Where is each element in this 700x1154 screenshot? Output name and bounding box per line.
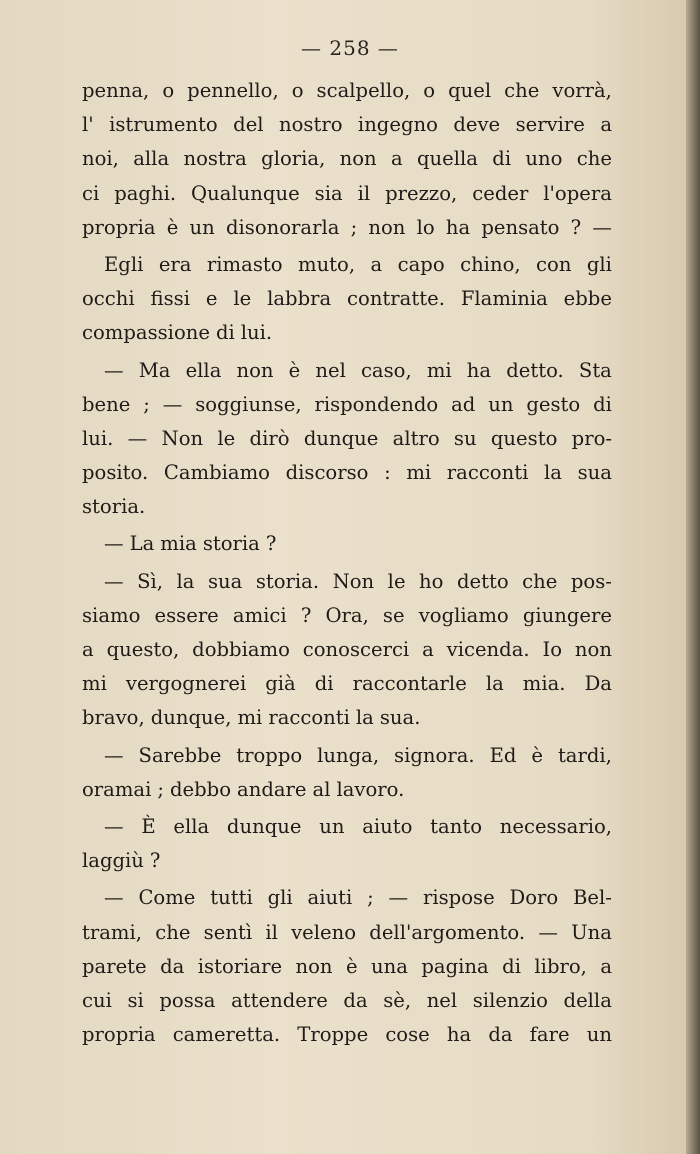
text-line: a questo, dobbiamo conoscerci a vicenda. Io non xyxy=(82,638,612,661)
text-line: oramai ; debbo andare al lavoro. xyxy=(82,777,405,801)
text-line: propria cameretta. Troppe cose ha da fare un xyxy=(82,1023,612,1047)
text-line: mi vergognerei già di raccontarle la mia. Da xyxy=(82,672,612,696)
text-line: storia. xyxy=(82,495,146,519)
text-line: bravo, dunque, mi racconti la sua. xyxy=(82,706,421,730)
text-line: laggiù ? xyxy=(82,849,161,873)
text-line: siamo essere amici ? Ora, se vogliamo giungere xyxy=(82,603,612,627)
text-line: penna, o pennello, o scalpello, o quel che vorrà, xyxy=(82,79,612,102)
text-line: propria è un disonorarla ; non lo ha pensato ? — xyxy=(82,215,612,239)
text-line: noi, alla nostra gloria, non a quella di uno che xyxy=(82,147,612,171)
text-line: — È ella dunque un aiuto tanto necessario, xyxy=(104,814,612,838)
page-number: — 258 — xyxy=(301,36,399,60)
text-line: lui. — Non le dirò dunque altro su questo pro- xyxy=(82,426,612,450)
text-line: bene ; — soggiunse, rispondendo ad un gesto di xyxy=(82,392,612,416)
text-line: cui si possa attendere da sè, nel silenzio della xyxy=(82,988,612,1012)
text-line: Egli era rimasto muto, a capo chino, con gli xyxy=(104,252,612,276)
body-text xyxy=(82,74,612,1052)
text-line: parete da istoriare non è una pagina di libro, a xyxy=(82,954,612,978)
page-edge xyxy=(686,0,700,1154)
text-line: — Sì, la sua storia. Non le ho detto che pos- xyxy=(104,569,612,593)
text-line: posito. Cambiamo discorso : mi racconti la sua xyxy=(82,461,612,485)
text-line: l' istrumento del nostro ingegno deve servire a xyxy=(82,113,612,137)
text-line: ci paghi. Qualunque sia il prezzo, ceder l'opera xyxy=(82,181,612,205)
text-line: — Come tutti gli aiuti ; — rispose Doro Bel- xyxy=(104,886,612,910)
text-line: — La mia storia ? xyxy=(104,532,277,556)
text-line: compassione di lui. xyxy=(82,321,273,345)
text-line: — Ma ella non è nel caso, mi ha detto. Sta xyxy=(104,358,612,382)
text-line: occhi fissi e le labbra contratte. Flaminia ebbe xyxy=(82,287,612,311)
text-line: trami, che sentì il veleno dell'argomento. — Una xyxy=(82,920,612,944)
text-line: — Sarebbe troppo lunga, signora. Ed è tardi, xyxy=(104,743,612,767)
